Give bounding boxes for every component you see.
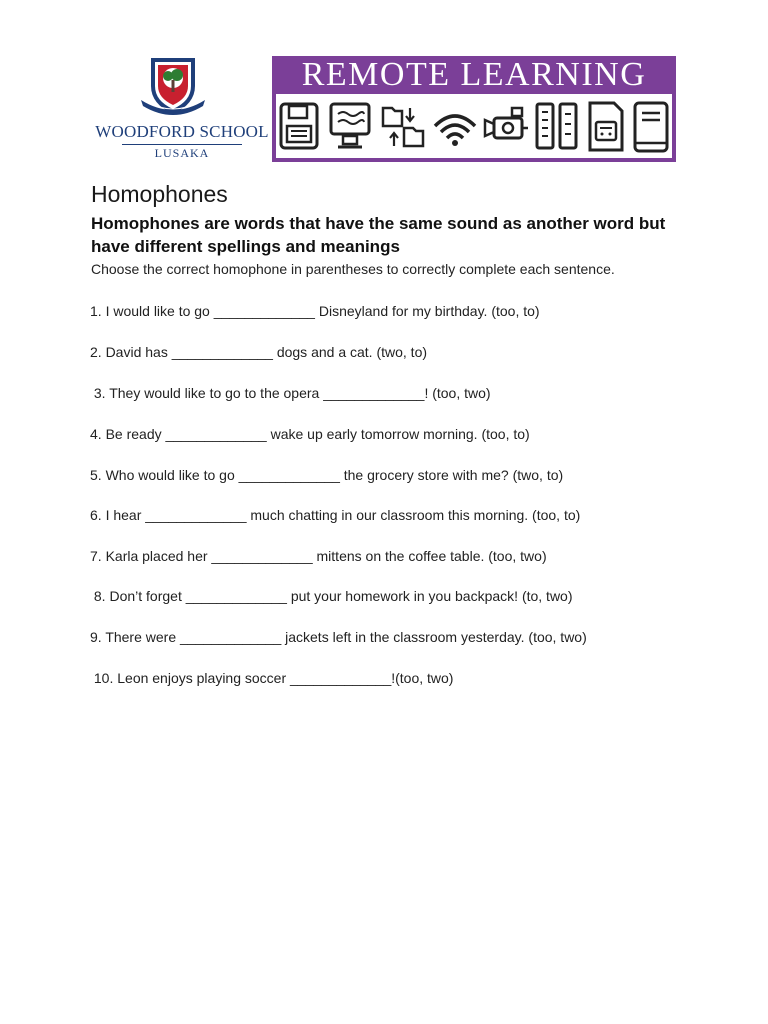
question-item: 7. Karla placed her _____________ mittens on the coffee table. (too, two)	[90, 548, 547, 564]
scanner-icon	[586, 100, 626, 154]
question-item: 2. David has _____________ dogs and a cat. (two, to)	[90, 344, 428, 360]
remote-learning-banner	[272, 56, 676, 162]
school-name: WOODFORD SCHOOL	[95, 122, 269, 141]
monitor-icon	[328, 100, 372, 152]
question-item: 1. I would like to go _____________ Disneyland for my birthday. (too, to)	[90, 303, 540, 319]
question-item: 9. There were _____________ jackets left in the classroom yesterday. (too, two)	[90, 629, 587, 645]
question-item: 5. Who would like to go _____________ the grocery store with me? (two, to)	[90, 467, 564, 483]
film-strip-icon	[534, 100, 580, 152]
banner-icon-strip	[276, 94, 672, 158]
tablet-icon	[632, 100, 670, 156]
question-item: 10. Leon enjoys playing soccer _____________!(too, two)	[90, 670, 454, 686]
school-city: LUSAKA	[154, 146, 210, 160]
school-name-divider	[122, 144, 242, 145]
homophone-definition: Homophones are words that have the same sound as another word but have different spellings and meanings	[91, 214, 666, 256]
worksheet-instructions: Choose the correct homophone in parentheses to correctly complete each sentence.	[91, 261, 615, 277]
worksheet-title: Homophones	[91, 181, 228, 207]
question-item: 8. Don’t forget _____________ put your homework in you backpack! (to, two)	[90, 588, 573, 604]
floppy-disk-icon	[278, 100, 320, 152]
question-item: 3. They would like to go to the opera _____________! (too, two)	[90, 385, 491, 401]
school-crest-icon	[137, 56, 209, 118]
wifi-icon	[432, 100, 478, 152]
question-item: 6. I hear _____________ much chatting in our classroom this morning. (too, to)	[90, 507, 581, 523]
video-camera-icon	[482, 100, 530, 152]
folder-transfer-icon	[380, 100, 426, 152]
school-logo	[92, 56, 272, 162]
question-item: 4. Be ready _____________ wake up early tomorrow morning. (too, to)	[90, 426, 530, 442]
banner-title: REMOTE LEARNING	[301, 56, 647, 93]
